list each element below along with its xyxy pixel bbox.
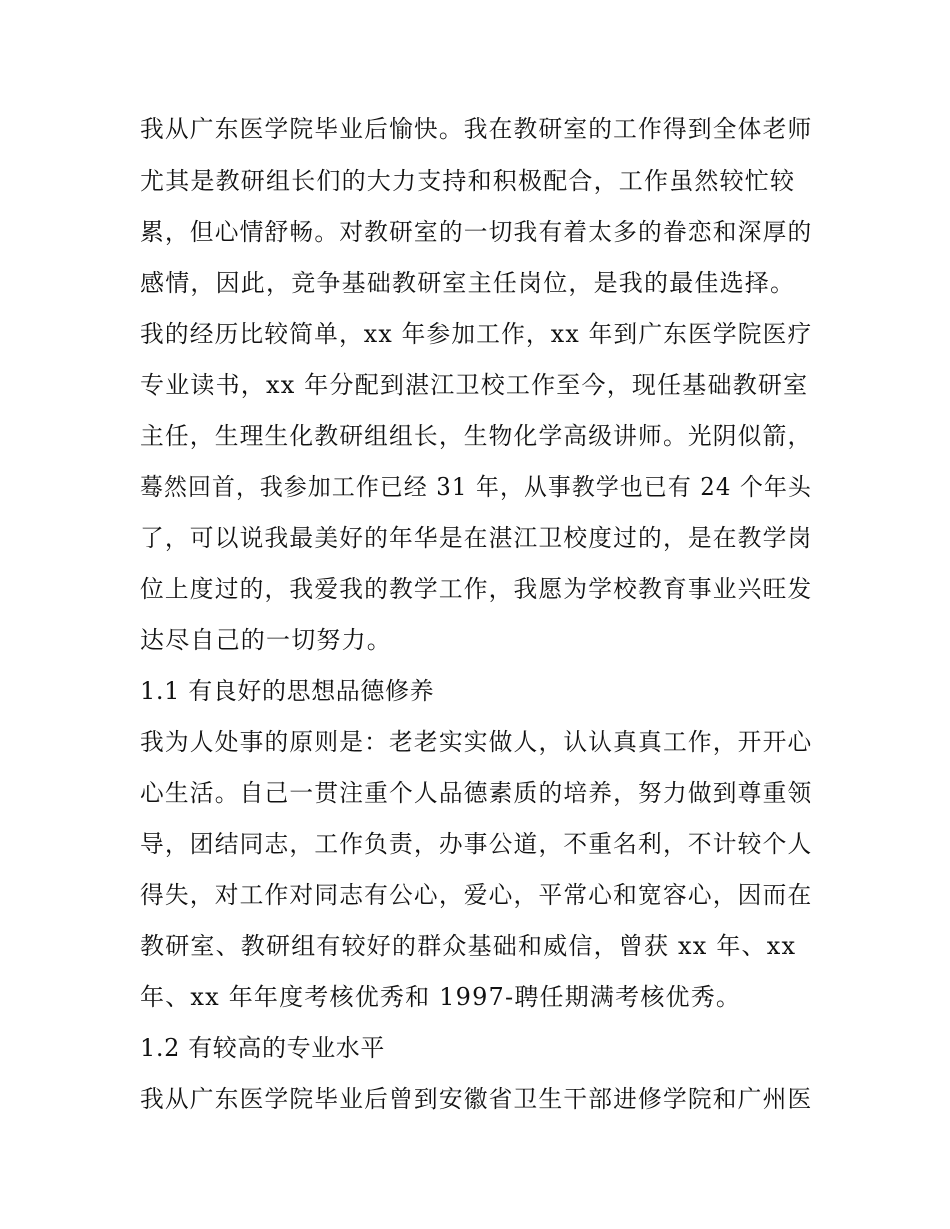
section-heading: 1.2 有较高的专业水平 <box>140 1034 385 1062</box>
paragraph-line: 我的经历比较简单，xx 年参加工作，xx 年到广东医学院医疗 <box>140 320 813 348</box>
paragraph-line: 我从广东医学院毕业后愉快。我在教研室的工作得到全体老师 <box>140 115 813 143</box>
paragraph-line: 达尽自己的一切努力。 <box>140 626 392 654</box>
paragraph-line: 我从广东医学院毕业后曾到安徽省卫生干部进修学院和广州医 <box>140 1085 813 1113</box>
paragraph-line: 心生活。自己一贯注重个人品德素质的培养，努力做到尊重领 <box>140 779 813 807</box>
paragraph-line: 累，但心情舒畅。对教研室的一切我有着太多的眷恋和深厚的 <box>140 218 813 246</box>
paragraph-line: 我为人处事的原则是：老老实实做人，认认真真工作，开开心 <box>140 728 813 756</box>
paragraph-line: 感情，因此，竞争基础教研室主任岗位，是我的最佳选择。 <box>140 269 796 297</box>
paragraph-line: 专业读书，xx 年分配到湛江卫校工作至今，现任基础教研室 <box>140 371 809 399</box>
paragraph-line: 年、xx 年年度考核优秀和 1997-聘任期满考核优秀。 <box>140 983 742 1011</box>
paragraph-line: 主任，生理生化教研组组长，生物化学高级讲师。光阴似箭， <box>140 422 813 450</box>
paragraph-line: 教研室、教研组有较好的群众基础和威信，曾获 xx 年、xx <box>140 932 797 960</box>
paragraph-line: 位上度过的，我爱我的教学工作，我愿为学校教育事业兴旺发 <box>140 575 813 603</box>
paragraph-line: 蓦然回首，我参加工作已经 31 年，从事教学也已有 24 个年头 <box>140 473 812 501</box>
paragraph-line: 尤其是教研组长们的大力支持和积极配合，工作虽然较忙较 <box>140 167 796 195</box>
section-heading: 1.1 有良好的思想品德修养 <box>140 677 435 705</box>
paragraph-line: 得失，对工作对同志有公心，爱心，平常心和宽容心，因而在 <box>140 881 813 909</box>
paragraph-line: 了，可以说我最美好的年华是在湛江卫校度过的，是在教学岗 <box>140 524 813 552</box>
paragraph-line: 导，团结同志，工作负责，办事公道，不重名利，不计较个人 <box>140 830 813 858</box>
